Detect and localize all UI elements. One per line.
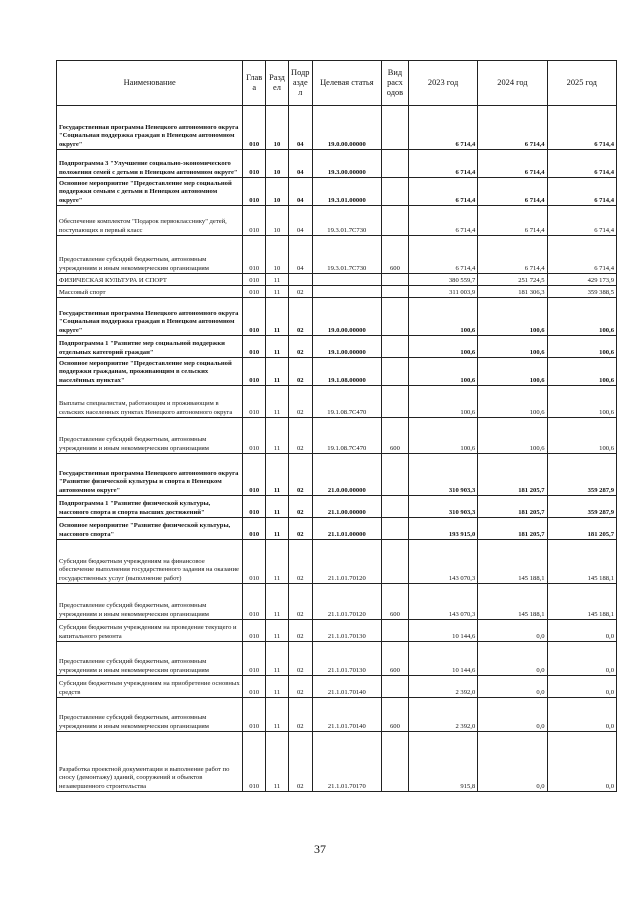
table-row	[57, 358, 617, 386]
row-vid: 600	[381, 642, 408, 676]
budget-table	[56, 60, 617, 792]
row-name: Предоставление субсидий бюджетным, автономным учреждениям и иным некоммерческим организациям	[57, 698, 243, 732]
row-razdel: 10	[266, 150, 289, 178]
row-glava: 010	[243, 642, 266, 676]
row-statya: 19.1.08.7С470	[312, 386, 381, 418]
row-razdel: 11	[266, 698, 289, 732]
row-2023: 193 915,0	[408, 518, 477, 540]
header-vid: Вид расх одов	[381, 61, 408, 106]
row-podrazdel: 02	[288, 336, 312, 358]
row-razdel: 11	[266, 676, 289, 698]
row-2024: 6 714,4	[478, 150, 547, 178]
row-podrazdel: 02	[288, 676, 312, 698]
row-vid	[381, 358, 408, 386]
row-razdel: 11	[266, 358, 289, 386]
row-2024: 181 205,7	[478, 518, 547, 540]
row-statya: 19.3.01.00000	[312, 178, 381, 206]
header-razdel: Разд ел	[266, 61, 289, 106]
row-2025: 0,0	[547, 698, 616, 732]
row-glava: 010	[243, 584, 266, 620]
table-row	[57, 496, 617, 518]
row-glava: 010	[243, 336, 266, 358]
row-glava: 010	[243, 732, 266, 792]
row-2023: 310 903,3	[408, 454, 477, 496]
row-2024: 0,0	[478, 698, 547, 732]
row-razdel: 11	[266, 540, 289, 584]
row-2025: 359 388,5	[547, 286, 616, 298]
table-row	[57, 336, 617, 358]
row-vid	[381, 150, 408, 178]
row-2023: 100,6	[408, 418, 477, 454]
row-razdel: 11	[266, 620, 289, 642]
row-podrazdel: 04	[288, 178, 312, 206]
row-glava: 010	[243, 698, 266, 732]
row-name: Предоставление субсидий бюджетным, автономным учреждениям и иным некоммерческим организациям	[57, 418, 243, 454]
row-statya: 21.1.01.70130	[312, 642, 381, 676]
row-2024: 100,6	[478, 386, 547, 418]
row-name: Субсидии бюджетным учреждениям на проведение текущего и капитального ремонта	[57, 620, 243, 642]
row-name: Предоставление субсидий бюджетным, автономным учреждениям и иным некоммерческим организациям	[57, 584, 243, 620]
row-2023: 2 392,0	[408, 676, 477, 698]
table-body	[57, 106, 617, 792]
row-2023: 6 714,4	[408, 206, 477, 236]
row-2024: 100,6	[478, 358, 547, 386]
row-glava: 010	[243, 236, 266, 274]
row-podrazdel	[288, 274, 312, 286]
row-statya: 21.1.01.70170	[312, 732, 381, 792]
row-statya: 21.1.01.70140	[312, 698, 381, 732]
row-podrazdel: 02	[288, 496, 312, 518]
row-2024: 0,0	[478, 676, 547, 698]
row-glava: 010	[243, 518, 266, 540]
row-glava: 010	[243, 540, 266, 584]
row-vid	[381, 178, 408, 206]
row-2025: 100,6	[547, 386, 616, 418]
table-row	[57, 206, 617, 236]
row-2024: 181 205,7	[478, 454, 547, 496]
row-razdel: 11	[266, 286, 289, 298]
page-number: 37	[314, 842, 326, 856]
header-2023: 2023 год	[408, 61, 477, 106]
table-row	[57, 732, 617, 792]
row-glava: 010	[243, 150, 266, 178]
row-vid: 600	[381, 698, 408, 732]
row-podrazdel: 02	[288, 286, 312, 298]
row-podrazdel: 02	[288, 698, 312, 732]
row-2024: 251 724,5	[478, 274, 547, 286]
row-name: Подпрограмма 3 "Улучшение социально-экономического положения семей с детьми в Ненецком автономном округе"	[57, 150, 243, 178]
table-row	[57, 698, 617, 732]
header-podrazdel: Подр азде л	[288, 61, 312, 106]
table-row	[57, 642, 617, 676]
table-row	[57, 150, 617, 178]
row-name: Государственная программа Ненецкого автономного округа "Социальная поддержка граждан в Ненецком автономном округе"	[57, 298, 243, 336]
row-2024: 100,6	[478, 336, 547, 358]
row-2023: 6 714,4	[408, 236, 477, 274]
row-podrazdel: 02	[288, 620, 312, 642]
row-2024: 181 205,7	[478, 496, 547, 518]
row-razdel: 10	[266, 236, 289, 274]
row-glava: 010	[243, 496, 266, 518]
row-vid	[381, 620, 408, 642]
row-2023: 6 714,4	[408, 178, 477, 206]
row-2025: 145 188,1	[547, 584, 616, 620]
row-name: Массовый спорт	[57, 286, 243, 298]
table-row	[57, 286, 617, 298]
row-name: Основное мероприятие "Предоставление мер социальной поддержки семьям с детьми в Ненецком автономном округе"	[57, 178, 243, 206]
row-name: Предоставление субсидий бюджетным, автономным учреждениям и иным некоммерческим организациям	[57, 236, 243, 274]
row-vid	[381, 298, 408, 336]
row-podrazdel: 02	[288, 386, 312, 418]
row-2023: 143 070,3	[408, 540, 477, 584]
row-glava: 010	[243, 358, 266, 386]
row-2023: 100,6	[408, 336, 477, 358]
row-2024: 100,6	[478, 298, 547, 336]
row-glava: 010	[243, 206, 266, 236]
row-name: Обеспечение комплектом "Подарок первокласснику" детей, поступающих в первый класс	[57, 206, 243, 236]
row-razdel: 11	[266, 298, 289, 336]
row-glava: 010	[243, 286, 266, 298]
row-2025: 6 714,4	[547, 206, 616, 236]
header-statya: Целевая статья	[312, 61, 381, 106]
row-podrazdel: 02	[288, 584, 312, 620]
row-statya: 19.3.01.7С730	[312, 236, 381, 274]
row-2025: 145 188,1	[547, 540, 616, 584]
row-statya: 19.1.08.00000	[312, 358, 381, 386]
row-razdel: 11	[266, 418, 289, 454]
row-statya: 19.0.00.00000	[312, 106, 381, 150]
row-statya	[312, 286, 381, 298]
row-vid	[381, 676, 408, 698]
row-2023: 6 714,4	[408, 150, 477, 178]
table-row	[57, 298, 617, 336]
header-2024: 2024 год	[478, 61, 547, 106]
row-2024: 6 714,4	[478, 236, 547, 274]
row-2024: 181 306,3	[478, 286, 547, 298]
row-2025: 181 205,7	[547, 518, 616, 540]
row-podrazdel: 04	[288, 206, 312, 236]
row-podrazdel: 02	[288, 518, 312, 540]
row-2025: 100,6	[547, 298, 616, 336]
row-2025: 100,6	[547, 418, 616, 454]
table-row	[57, 236, 617, 274]
row-2024: 0,0	[478, 642, 547, 676]
row-2025: 0,0	[547, 642, 616, 676]
row-razdel: 11	[266, 336, 289, 358]
row-2025: 359 287,9	[547, 496, 616, 518]
row-name: Государственная программа Ненецкого автономного округа "Развитие физической культуры и спорта в Ненецком автономном округе"	[57, 454, 243, 496]
row-razdel: 11	[266, 454, 289, 496]
table-row	[57, 620, 617, 642]
row-statya: 19.3.01.7С730	[312, 206, 381, 236]
row-glava: 010	[243, 386, 266, 418]
row-razdel: 10	[266, 206, 289, 236]
table-row	[57, 106, 617, 150]
row-name: Государственная программа Ненецкого автономного округа "Социальная поддержка граждан в Ненецком автономном округе"	[57, 106, 243, 150]
row-2024: 145 188,1	[478, 584, 547, 620]
row-name: Предоставление субсидий бюджетным, автономным учреждениям и иным некоммерческим организациям	[57, 642, 243, 676]
row-vid	[381, 496, 408, 518]
row-vid	[381, 540, 408, 584]
row-vid	[381, 286, 408, 298]
row-name: Выплаты специалистам, работающим и проживающим в сельских населенных пунктах Ненецкого автономного округа	[57, 386, 243, 418]
row-podrazdel: 02	[288, 540, 312, 584]
row-podrazdel: 02	[288, 454, 312, 496]
row-glava: 010	[243, 298, 266, 336]
row-podrazdel: 02	[288, 298, 312, 336]
row-2025: 429 173,9	[547, 274, 616, 286]
row-razdel: 10	[266, 106, 289, 150]
row-2023: 10 144,6	[408, 620, 477, 642]
row-glava: 010	[243, 676, 266, 698]
row-2024: 100,6	[478, 418, 547, 454]
row-statya: 21.1.01.70140	[312, 676, 381, 698]
row-razdel: 10	[266, 178, 289, 206]
row-statya: 21.1.01.00000	[312, 518, 381, 540]
row-vid	[381, 454, 408, 496]
row-2023: 2 392,0	[408, 698, 477, 732]
row-podrazdel: 02	[288, 732, 312, 792]
row-name: Разработка проектной документации и выполнение работ по сносу (демонтажу) зданий, сооружений и объектов незавершенного строительства	[57, 732, 243, 792]
row-statya: 19.1.00.00000	[312, 336, 381, 358]
row-podrazdel: 02	[288, 642, 312, 676]
row-2023: 143 070,3	[408, 584, 477, 620]
table-row	[57, 584, 617, 620]
header-2025: 2025 год	[547, 61, 616, 106]
table-row	[57, 676, 617, 698]
row-vid	[381, 206, 408, 236]
row-vid	[381, 518, 408, 540]
table-row	[57, 386, 617, 418]
row-razdel: 11	[266, 584, 289, 620]
row-vid	[381, 732, 408, 792]
row-name: Подпрограмма 1 "Развитие физической культуры, массового спорта и спорта высших достижений"	[57, 496, 243, 518]
row-razdel: 11	[266, 642, 289, 676]
row-glava: 010	[243, 418, 266, 454]
row-glava: 010	[243, 178, 266, 206]
row-statya: 19.1.08.7С470	[312, 418, 381, 454]
table-row	[57, 454, 617, 496]
row-2024: 0,0	[478, 620, 547, 642]
row-2024: 6 714,4	[478, 178, 547, 206]
row-glava: 010	[243, 454, 266, 496]
row-vid: 600	[381, 584, 408, 620]
row-vid: 600	[381, 418, 408, 454]
table-row	[57, 178, 617, 206]
header-glava: Глав а	[243, 61, 266, 106]
row-statya: 21.1.00.00000	[312, 496, 381, 518]
table-row	[57, 518, 617, 540]
row-name: Субсидии бюджетным учреждениям на приобретение основных средств	[57, 676, 243, 698]
row-podrazdel: 04	[288, 106, 312, 150]
row-vid	[381, 386, 408, 418]
row-statya: 21.1.01.70130	[312, 620, 381, 642]
row-name: ФИЗИЧЕСКАЯ КУЛЬТУРА И СПОРТ	[57, 274, 243, 286]
row-statya: 21.1.01.70120	[312, 540, 381, 584]
row-name: Основное мероприятие "Развитие физической культуры, массового спорта"	[57, 518, 243, 540]
row-razdel: 11	[266, 518, 289, 540]
row-glava: 010	[243, 274, 266, 286]
table-row	[57, 274, 617, 286]
row-razdel: 11	[266, 386, 289, 418]
row-2024: 0,0	[478, 732, 547, 792]
row-2023: 311 003,9	[408, 286, 477, 298]
row-2023: 10 144,6	[408, 642, 477, 676]
row-2023: 100,6	[408, 358, 477, 386]
row-podrazdel: 02	[288, 358, 312, 386]
row-razdel: 11	[266, 496, 289, 518]
row-2023: 100,6	[408, 298, 477, 336]
row-statya	[312, 274, 381, 286]
row-statya: 21.1.01.70120	[312, 584, 381, 620]
row-2025: 100,6	[547, 336, 616, 358]
row-name: Субсидии бюджетным учреждениям на финансовое обеспечение выполнения государственного задания на оказание государственных услуг (выполнение работ)	[57, 540, 243, 584]
row-vid	[381, 274, 408, 286]
row-2025: 0,0	[547, 620, 616, 642]
row-2023: 380 559,7	[408, 274, 477, 286]
row-2024: 6 714,4	[478, 106, 547, 150]
row-2025: 6 714,4	[547, 150, 616, 178]
row-name: Подпрограмма 1 "Развитие мер социальной поддержки отдельных категорий граждан"	[57, 336, 243, 358]
row-2025: 6 714,4	[547, 178, 616, 206]
table-row	[57, 540, 617, 584]
row-glava: 010	[243, 106, 266, 150]
row-2025: 6 714,4	[547, 236, 616, 274]
row-2025: 100,6	[547, 358, 616, 386]
row-statya: 19.0.00.00000	[312, 298, 381, 336]
row-razdel: 11	[266, 732, 289, 792]
row-2025: 0,0	[547, 676, 616, 698]
row-podrazdel: 04	[288, 150, 312, 178]
row-vid	[381, 336, 408, 358]
header-name: Наименование	[57, 61, 243, 106]
row-2024: 145 188,1	[478, 540, 547, 584]
row-name: Основное мероприятие "Предоставление мер социальной поддержки гражданам, проживающим в сельских населённых пунктах"	[57, 358, 243, 386]
row-2023: 915,8	[408, 732, 477, 792]
row-statya: 19.3.00.00000	[312, 150, 381, 178]
row-2024: 6 714,4	[478, 206, 547, 236]
row-vid: 600	[381, 236, 408, 274]
row-vid	[381, 106, 408, 150]
row-statya: 21.0.00.00000	[312, 454, 381, 496]
table-row	[57, 418, 617, 454]
row-2025: 359 287,9	[547, 454, 616, 496]
row-2025: 0,0	[547, 732, 616, 792]
row-razdel: 11	[266, 274, 289, 286]
row-2023: 6 714,4	[408, 106, 477, 150]
row-2025: 6 714,4	[547, 106, 616, 150]
row-podrazdel: 02	[288, 418, 312, 454]
table-header-row	[57, 61, 617, 106]
row-2023: 310 903,3	[408, 496, 477, 518]
row-podrazdel: 04	[288, 236, 312, 274]
row-2023: 100,6	[408, 386, 477, 418]
row-glava: 010	[243, 620, 266, 642]
